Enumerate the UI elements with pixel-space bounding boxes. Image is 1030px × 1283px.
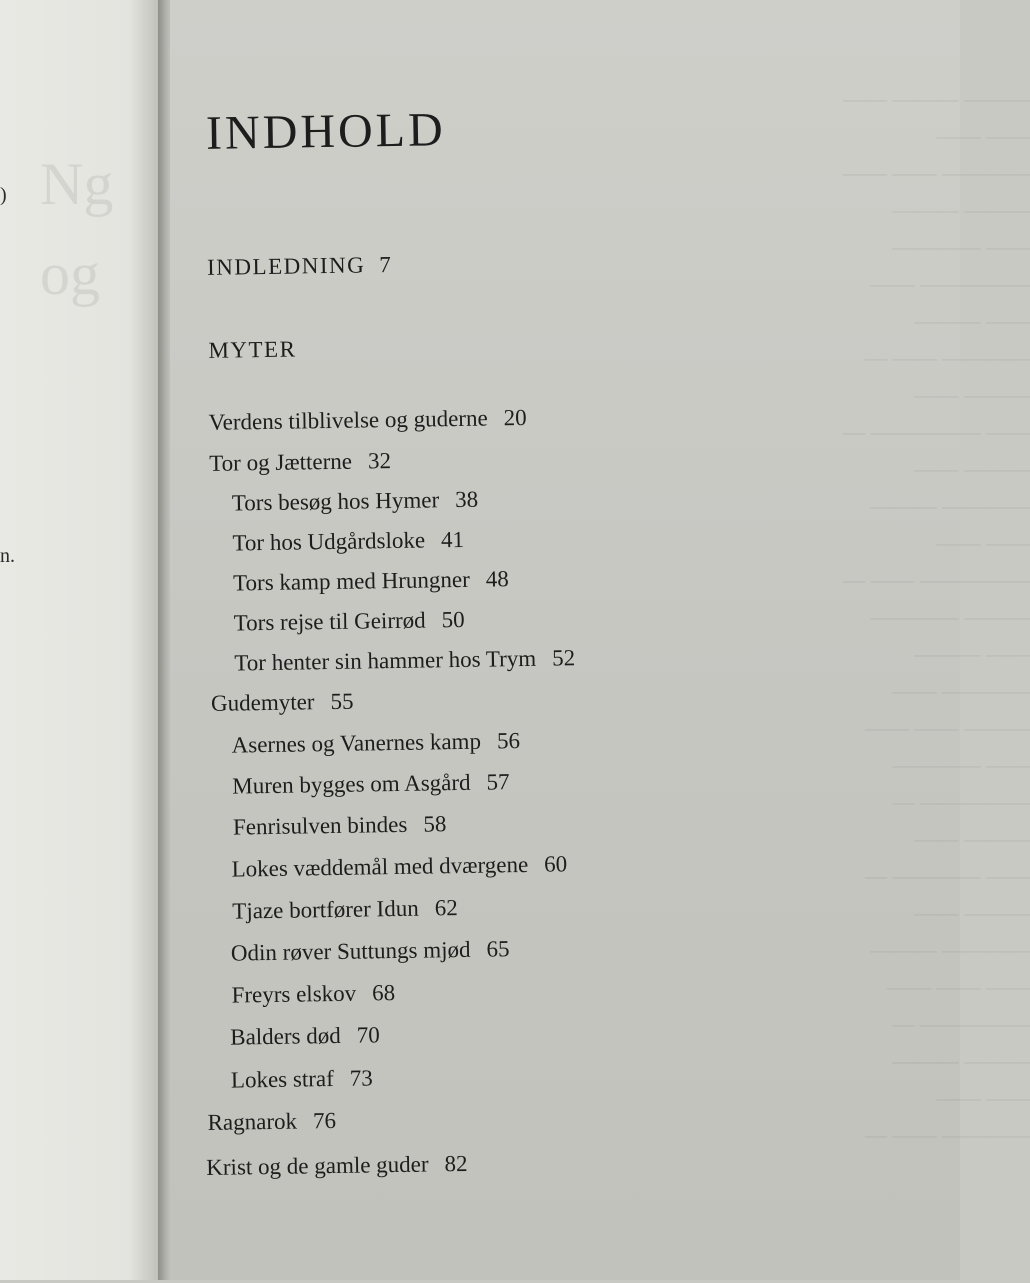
toc-entry-page: 70 [356, 1022, 380, 1048]
bleed-through-text: Ng [40, 151, 114, 217]
toc-entry-page: 62 [434, 895, 458, 921]
toc-entry [234, 607, 465, 637]
bleed-through-text: og [40, 241, 100, 307]
toc-entry [232, 895, 458, 925]
toc-entry-page: 76 [312, 1107, 337, 1134]
toc-entry-page: 73 [349, 1065, 373, 1091]
bleed-through-text: ——— ——— —— —— —— ———— —— —— ——— ——— —— ———— ————— —— —— ——— ———— —— — ——— —— —— ————— — ——— —— ———— ——— —— —— ————— —— — ——— ———— —— ——— ———— —— ——— —— —— —— ———— ————— — ——— —— —— ———— — ——— —— ———— ——— —— —— —— ————— — ——— ——— —— —— ———— —— — [843, 86, 1030, 1147]
toc-entry-page: 57 [486, 769, 510, 795]
toc-entry-page: 65 [486, 936, 510, 962]
toc-entry-title: Ragnarok [207, 1108, 298, 1136]
toc-intro [207, 252, 391, 281]
page-title: INDHOLD [205, 103, 447, 160]
toc-entry [232, 769, 510, 799]
toc-intro-page: 7 [379, 252, 391, 278]
toc-entry [230, 1022, 380, 1050]
left-page-edge-text: n. [0, 545, 15, 567]
toc-entry [232, 527, 464, 557]
toc-entry-title: Tor henter sin hammer hos Trym [234, 645, 537, 676]
toc-entry-title: Tors rejse til Geirrød [233, 607, 426, 636]
toc-entry-page: 60 [543, 851, 568, 877]
toc-entry-title: Tjaze bortfører Idun [232, 895, 419, 924]
toc-entry [231, 980, 395, 1009]
toc-entry-title: Tor hos Udgårdsloke [232, 527, 426, 556]
toc-entry [206, 1151, 468, 1181]
toc-entry-page: 55 [330, 688, 354, 715]
toc-entry-title: Asernes og Vanernes kamp [231, 728, 482, 758]
toc-entry-title: Fenrisulven bindes [232, 811, 408, 840]
section-heading: MYTER [208, 336, 297, 363]
toc-entry-page: 56 [496, 728, 521, 754]
toc-entry-page: 32 [367, 448, 392, 474]
toc-entry [211, 689, 354, 717]
toc-entry-title: Tor og Jætterne [209, 448, 353, 476]
toc-entry-title: Balders død [230, 1022, 341, 1050]
left-page-edge-text: ) [0, 184, 7, 206]
toc-entry-title: Lokes væddemål med dværgene [231, 851, 529, 882]
toc-entry-title: Tors kamp med Hrungner [232, 566, 470, 596]
toc-entry-page: 48 [485, 566, 509, 592]
toc-entry-title: Muren bygges om Asgård [232, 769, 471, 799]
toc-entry [233, 566, 509, 596]
toc-entry [231, 728, 520, 759]
toc-intro-label: INDLEDNING [206, 252, 366, 280]
toc-entry-title: Tors besøg hos Hymer [231, 487, 440, 516]
toc-entry [207, 1108, 336, 1136]
toc-entry [234, 645, 575, 676]
toc-entry-page: 41 [440, 526, 465, 553]
toc-entry [208, 405, 526, 436]
toc-entry [232, 487, 479, 517]
toc-entry [231, 851, 567, 882]
toc-entry-title: Krist og de gamle guder [206, 1151, 429, 1181]
toc-entry-page: 50 [441, 606, 465, 633]
toc-entry-title: Gudemyter [210, 689, 315, 716]
toc-entry [209, 448, 391, 477]
toc-entry-page: 58 [423, 811, 447, 837]
toc-entry-page: 38 [454, 486, 479, 513]
toc-entry-title: Lokes straf [230, 1066, 334, 1093]
toc-entry-page: 68 [371, 980, 396, 1006]
toc-entry-page: 52 [551, 645, 576, 671]
toc-entry-page: 20 [503, 404, 527, 431]
toc-entry [231, 1065, 373, 1093]
toc-entry-title: Freyrs elskov [231, 980, 357, 1008]
toc-entry [233, 811, 447, 840]
toc-entry-page: 82 [444, 1150, 468, 1177]
toc-entry [231, 936, 510, 966]
toc-entry-title: Odin røver Suttungs mjød [230, 936, 471, 966]
toc-entry-title: Verdens tilblivelse og guderne [208, 405, 488, 435]
